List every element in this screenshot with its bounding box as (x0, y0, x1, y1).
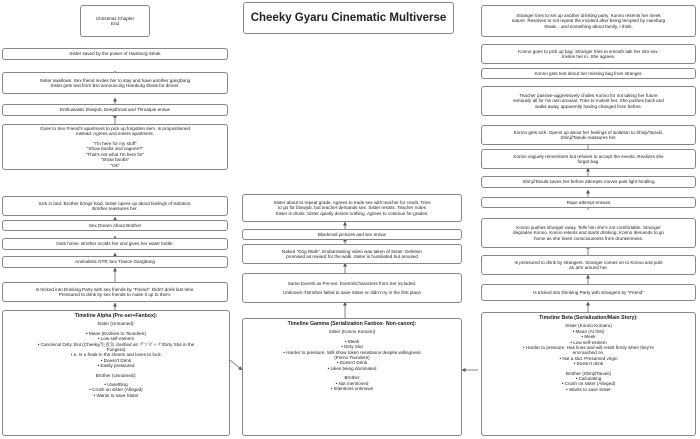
alpha-step-node-text: Enthusiastic blowjob, Deepthroat and Throatpie ensue (59, 107, 171, 113)
beta-step-node-text: Konno gets text about her missing bag from stranger. (534, 70, 643, 76)
beta-step-node (481, 255, 696, 275)
gamma-step-node-text: promised as reward for the walk. Sister is humiliated but aroused (286, 254, 418, 259)
alpha-timeline-node-text: • Easily pressured (97, 363, 135, 369)
gamma-step-node-text: Unknown if Brother failed to save Sister or didn't try in the first place (283, 290, 421, 295)
gamma-step-node-text: Sister about to repeat grade. Agrees to trade sex with teacher for credit. Tries (273, 199, 431, 205)
alpha-step-node-text: Sex Dream About Brother (88, 222, 142, 228)
beta-timeline-node-text: • Meek (581, 334, 596, 340)
beta-timeline-node-text: • Mean (At first) (572, 328, 605, 334)
gamma-timeline-node-text: • Not mentioned (335, 380, 369, 386)
alpha-step-node-text: "That's not what I'm here for" (85, 151, 145, 157)
gamma-timeline-node-heading: Timeline Gamma (Serialization Fanbox- Non-canon): (287, 321, 417, 327)
alpha-step-node (2, 104, 228, 116)
beta-timeline-node-text: • Wants to save Sister (566, 386, 611, 392)
gamma-step-node-text: Same Events as Pre-ser. Events/Characters from Ser included. (287, 280, 417, 286)
alpha-step-node-text: Sister gets text from Bro announcing Hamburg Steak for dinner. (50, 83, 180, 88)
gamma-timeline-node-text: • Harder to pressure. Will show token resistance despite willingness (283, 349, 421, 355)
alpha-timeline-node-heading: Timeline Alpha (Pre-ser+Fanbox): (74, 313, 158, 319)
beta-step-node-text: Is pressured to drink by strangers. Stranger comes on to Konno and puts (514, 259, 663, 265)
beta-step-node-text: an arm around her. (569, 265, 608, 270)
gamma-timeline-node-text: Brother (344, 375, 360, 381)
gamma-step-node (242, 229, 462, 240)
beta-step-node (481, 125, 696, 145)
alpha-timeline-node (2, 310, 230, 436)
alpha-step-node-text: "I'm here for my stuff" (93, 140, 137, 146)
alpha-step-node-text: "Ok" (110, 162, 120, 168)
alpha-step-node (2, 282, 228, 302)
beta-step-node (481, 149, 696, 169)
alpha-timeline-node-text: • Mean (Evolves to Tsundere) (86, 330, 146, 336)
alpha-step-node-text: Goes to Sex Friend's apartment to pick up forgotten item. Is propositioned (40, 126, 190, 132)
alpha-step-node-text: Animalistic NTR Sex Trance Gangbang (75, 259, 155, 265)
alpha-timeline-node-text: • Wants to save Sister (93, 392, 139, 398)
alpha-step-node (2, 196, 228, 216)
gamma-timeline-node-text: (Porno Tsundere) (334, 355, 370, 361)
beta-timeline-node-text: • Doesn't drink (573, 361, 604, 367)
alpha-timeline-node-text: • Unsettling (104, 382, 128, 388)
beta-step-node-text: Steak... and something about family, I think. (544, 23, 633, 29)
alpha-step-node-text: "Show boobs and vagene?" (86, 146, 144, 152)
gamma-timeline-node-text: • Doesn't Drink (336, 360, 368, 366)
beta-step-node-text: Rape attempt ensues (566, 199, 611, 205)
gamma-step-node (242, 194, 462, 222)
alpha-step-node-text: Pressured to drink by sex friends to make it up to them. (58, 292, 172, 297)
alpha-timeline-node-text: Sister (Unnamed): (97, 321, 135, 327)
beta-step-node-text: Shinji/Tanuki saves her before attempts moves past light fondling (522, 179, 655, 185)
gamma-timeline-node-text: • Dirty Slut (341, 344, 363, 350)
alpha-timeline-node-text: I.e. Is a freak in the sheets and loves to fuck (71, 352, 161, 358)
beta-step-node-text: Teacher passive-aggressively chides Konno for not taking her future (519, 92, 658, 98)
alpha-timeline-node-text: • Canonical Dirty Slut (Cheeky/生意気 clarified as ヴソビッチ/Dirty Slut in the (37, 341, 195, 347)
alpha-timeline-node-text: • Crush on sister (Alleged) (89, 387, 143, 393)
gamma-timeline-node-text: Sister (Konno Komaru) (328, 329, 376, 335)
beta-step-node (481, 176, 696, 188)
beta-timeline-node-text: encroached on. (572, 350, 605, 356)
alpha-step-node (2, 48, 228, 60)
beta-timeline-node-text: • Crush on sister (Alleged) (561, 381, 616, 387)
beta-step-node (481, 86, 696, 116)
beta-timeline-node-text: • Not a slut. Presumed virgin (559, 355, 618, 361)
beta-step-node-text: nature. Resolves to not repeat the incident after being tempted by Hamburg (511, 18, 666, 24)
alpha-step-node (2, 124, 228, 170)
alpha-step-node (2, 256, 228, 268)
alpha-step-node-text: "Show boobs" (100, 157, 130, 163)
beta-step-node-text: Konno pushes stranger away. Tells him she's not comfortable. Stranger (516, 224, 661, 230)
alpha-step-node-text: Sick in bed. Brother brings food. Sister opens up about feelings of isolation. (38, 200, 192, 206)
beta-timeline-node-text: • Low self-esteem (570, 339, 607, 345)
beta-step-node-text: home as she loses consciousness from drunkenness. (533, 235, 644, 241)
alpha-step-node-text: Sister swallows. Sex friend invites her to stay and have another gangbang (39, 77, 191, 83)
gamma-step-node-text: to go for blowjob, but teacher demands sex. Sister resists. Teacher notes (277, 205, 426, 211)
alpha-step-node-text: Is tricked into Drinking Party with sex friends by "Friend". Didn't drink last time. (35, 286, 195, 292)
gamma-step-node-text: Blackmail pictures and sex ensue (317, 231, 387, 237)
beta-step-node-text: Is tricked into Drinking Party with strangers by "Friend" (533, 289, 644, 295)
beta-step-node (481, 5, 696, 37)
beta-step-node (481, 44, 696, 64)
beta-timeline-node-text: • Harder to pressure. Has lines and will resist firmly when they're (523, 345, 654, 351)
gamma-timeline-node-text: • Likes being dominated (327, 365, 377, 371)
beta-step-node (481, 197, 696, 208)
alpha-chapter-end-node (80, 5, 150, 37)
alpha-step-node (2, 238, 228, 250)
beta-timeline-node-text: • Calculating (575, 376, 602, 382)
gamma-step-node-text: Sister is drunk. Sister quietly denies nothing. Agrees to continue for grades. (275, 210, 429, 216)
beta-step-node-text: Konno vaguely remembers but refuses to accept the events. Realizes she (513, 153, 664, 159)
beta-step-node-text: Stranger tries to set up another drinking party. Konno resents her meek (516, 12, 661, 18)
beta-timeline-node-heading: Timeline Beta (Serialization/Main Story): (539, 315, 638, 321)
beta-timeline-node-text: Brother (Shinji/Tanuki) (565, 370, 612, 376)
beta-step-node (481, 68, 696, 79)
alpha-timeline-node-text: • Low self-esteem (97, 336, 135, 342)
alpha-chapter-end-node-text: Christmas Chapter (95, 15, 135, 21)
beta-step-node-text: walks away, apparently having changed from before. (535, 103, 642, 109)
diagram-title: Cheeky Gyaru Cinematic Multiverse (243, 2, 454, 34)
beta-step-node-text: Shinji/Tanuki reassures her. (560, 135, 617, 140)
beta-timeline-node-text: Sister (Konno Komaru) (565, 323, 612, 329)
alpha-timeline-node-text: • Doesn't Drink (100, 357, 132, 363)
beta-timeline-node (481, 312, 696, 436)
beta-step-node-text: forgot bag. (577, 159, 600, 164)
alpha-step-node-text: Sister saved by the power of Hamburg Steak (69, 51, 161, 57)
gamma-timeline-node (242, 318, 462, 436)
beta-step-node-text: Konno gets sick. Opens up about her feelings of isolation to Shinji/Tanuki. (513, 129, 664, 135)
gamma-step-node (242, 273, 462, 303)
gamma-timeline-node-text: • Meek (344, 338, 360, 344)
alpha-step-node-text: Gets home. Brother scolds her and gives her water bottle. (56, 241, 174, 247)
alpha-step-node-text: instead. Agrees and enters apartment. (76, 131, 154, 137)
gamma-step-node (242, 244, 462, 264)
alpha-chapter-end-node-text: End (110, 21, 120, 26)
beta-step-node-text: seriously all for his own arousal. Tries to molest her. She pushes back and (513, 98, 664, 104)
gamma-step-node-text: Naked "Dog Walk". Embarrassing video was taken of Sister. Deletion (282, 248, 422, 254)
alpha-timeline-node-text: Brother (Unnamed): (95, 372, 137, 378)
beta-step-node-text: Invites her in. She agrees. (561, 54, 616, 59)
alpha-step-node (2, 72, 228, 94)
alpha-timeline-node-text: Fungera) (106, 347, 126, 353)
beta-step-node-text: Konno goes to pick up bag. Stranger tries to smooth talk her into sex. (518, 48, 659, 54)
alpha-step-node (2, 220, 228, 231)
gamma-timeline-node-text: • Intentions unknown (330, 386, 374, 392)
beta-step-node-text: degrades Konno. Konno relents and starts drinking. Konno demands to go (513, 230, 664, 236)
alpha-step-node-text: Brother reassures her. (92, 206, 138, 211)
beta-step-node (481, 284, 696, 301)
beta-step-node (481, 218, 696, 248)
